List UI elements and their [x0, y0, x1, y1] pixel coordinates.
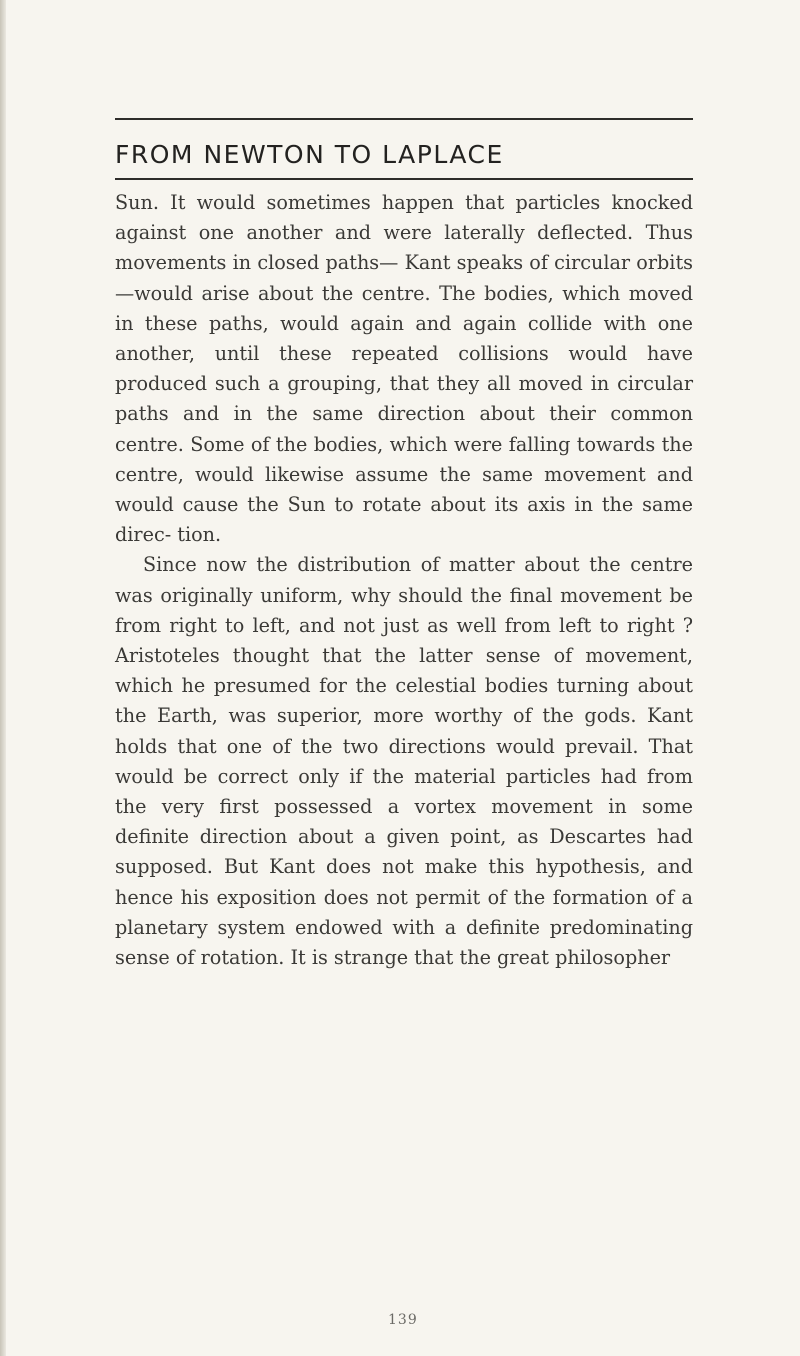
- paragraph-1: Sun. It would sometimes happen that particles knocked against one another and were laterally deflected. Thus movements in closed paths— Kant speaks of circular orbits—would arise about the centre. The bodies, which moved in these paths, would again and again collide with one another, until these repeated collisions would have produced such a grouping, that they all moved in circular paths and in the same direction about their common centre. Some of the bodies, which were falling towards the centre, would likewise assume the same movement and would cause the Sun to rotate about its axis in the same direc- tion.: [115, 191, 693, 547]
- page-number: 139: [388, 1312, 418, 1328]
- paragraph-2: Since now the distribution of matter about the centre was originally uniform, why should the final movement be from right to left, and not just as well from left to right ? Aristoteles thought that the latter sense of movement, which he presumed for the celestial bodies turning about the Earth, was superior, more worthy of the gods. Kant holds that one of the two directions would prevail. That would be correct only if the material particles had from the very first possessed a vortex movement in some definite direction about a given point, as Descartes had supposed. But Kant does not make this hypothesis, and hence his exposition does not permit of the formation of a planetary system endowed with a definite predominating sense of rotation. It is strange that the great philosopher: [115, 553, 693, 970]
- running-title: FROM NEWTON TO LAPLACE: [115, 140, 504, 169]
- header-rule-bottom: [115, 178, 693, 180]
- header-rule-top: [115, 118, 693, 120]
- page-edge: [0, 0, 6, 1356]
- book-page: [115, 118, 693, 973]
- body-text: [115, 188, 693, 973]
